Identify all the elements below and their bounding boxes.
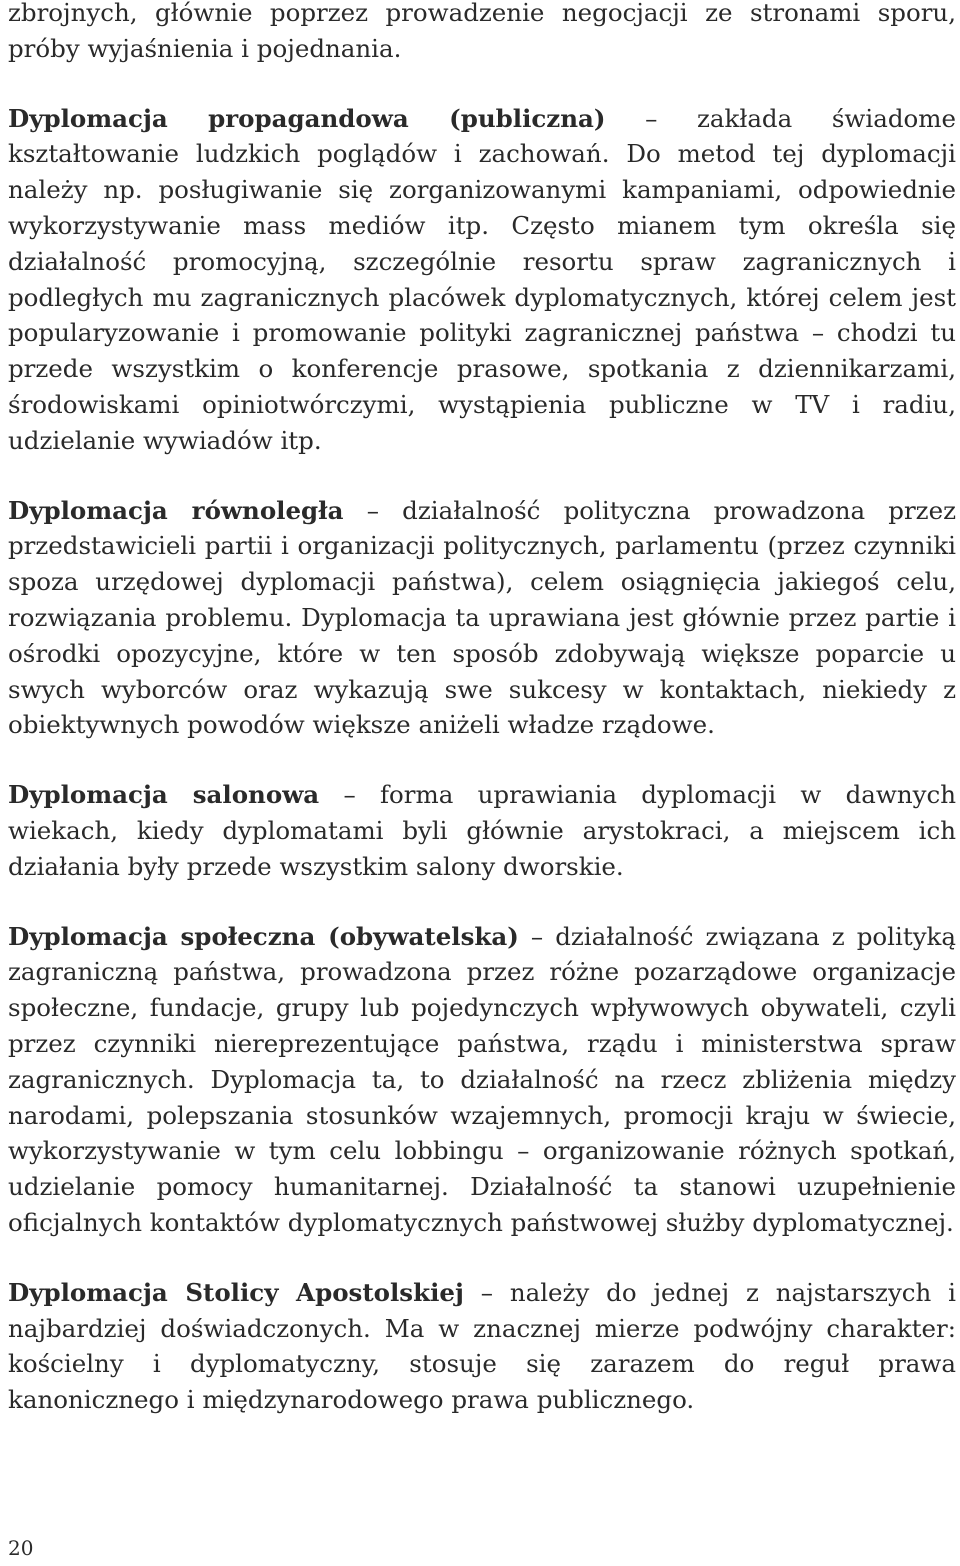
- paragraph-dyplomacja-propagandowa: [8, 101, 956, 459]
- paragraph-text: – działalność związana z polityką zagraniczną państwa, prowadzona przez różne pozarządowe organizacje społeczne, fundacje, grupy lub pojedynczych wpływowych obywateli, czyli przez czynniki niereprezentujące państwa, rządu i ministerstwa spraw zagranicznych. Dyplomacja ta, to działalność na rzecz zbliżenia między narodami, polepszania stosunków wzajemnych, promocji kraju w świecie, wykorzystywanie w tym celu lobbingu – organizowanie różnych spotkań, udzielanie pomocy humanitarnej. Działalność ta stanowi uzupełnienie oficjalnych kontaktów dyplomatycznych państwowej służby dyplomatycznej.: [8, 921, 956, 1237]
- paragraph-dyplomacja-stolicy-apostolskiej: [8, 1275, 956, 1418]
- term-heading: Dyplomacja Stolicy Apostolskiej: [8, 1277, 464, 1307]
- paragraph-dyplomacja-spoleczna: [8, 919, 956, 1241]
- paragraph-text: – działalność polityczna prowadzona przez przedstawicieli partii i organizacji politycznych, parlamentu (przez czynniki spoza urzędowej dyplomacji państwa), celem osiągnięcia jakiegoś celu, rozwiązania problemu. Dyplomacja ta uprawiana jest głównie przez partie i ośrodki opozycyjne, które w ten sposób zdobywają większe poparcie u swych wyborców oraz wykazują swe sukcesy w kontaktach, niekiedy z obiektywnych powodów większe aniżeli władze rządowe.: [8, 495, 956, 740]
- paragraph-text: – należy do jednej z najstarszych i najbardziej doświadczonych. Ma w znacznej mierze podwójny charakter: kościelny i dyplomatyczny, stosuje się zarazem do reguł prawa kanonicznego i międzynarodowego prawa publicznego.: [8, 1277, 956, 1415]
- paragraph-continuation: [8, 0, 956, 67]
- paragraph-text: – forma uprawiania dyplomacji w dawnych wiekach, kiedy dyplomatami byli głównie arystokraci, a miejscem ich działania były przede wszystkim salony dworskie.: [8, 780, 956, 881]
- page-number: 20: [8, 1536, 34, 1560]
- term-heading: Dyplomacja społeczna (obywatelska): [8, 921, 519, 951]
- term-heading: Dyplomacja salonowa: [8, 780, 320, 810]
- paragraph-text: – zakłada świadome kształtowanie ludzkich poglądów i zachowań. Do metod tej dyplomacji należy np. posługiwanie się zorganizowanymi kampaniami, odpowiednie wykorzystywanie mass mediów itp. Często mianem tym określa się działalność promocyjną, szczególnie resortu spraw zagranicznych i podległych mu zagranicznych placówek dyplomatycznych, której celem jest popularyzowanie i promowanie polityki zagranicznej państwa – chodzi tu przede wszystkim o konferencje prasowe, spotkania z dziennikarzami, środowiskami opiniotwórczymi, wystąpienia publiczne w TV i radiu, udzielanie wywiadów itp.: [8, 103, 956, 455]
- paragraph-text: zbrojnych, głównie poprzez prowadzenie negocjacji ze stronami sporu, próby wyjaśnienia i pojednania.: [8, 0, 956, 63]
- document-page: [8, 0, 956, 1418]
- paragraph-dyplomacja-rownolegla: [8, 493, 956, 744]
- term-heading: Dyplomacja równoległa: [8, 495, 344, 525]
- paragraph-dyplomacja-salonowa: [8, 777, 956, 884]
- term-heading: Dyplomacja propagandowa (publiczna): [8, 103, 606, 133]
